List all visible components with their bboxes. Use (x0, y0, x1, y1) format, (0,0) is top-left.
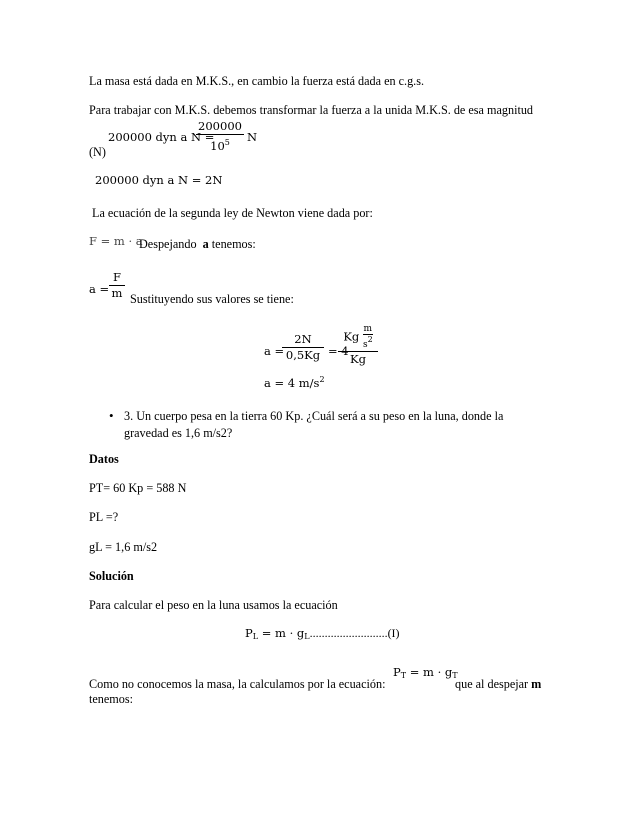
paragraph-como: Como no conocemos la masa, la calculamos por la ecuación: (89, 677, 386, 691)
eq4-denominator: m (111, 286, 123, 300)
eq7-p: P (245, 626, 253, 640)
eq8-g-sub: T (452, 671, 458, 680)
eq5-fraction (282, 333, 324, 362)
eq5-left: a = (264, 344, 285, 358)
eq5-units-numerator (338, 325, 378, 350)
eq5-units-ms (363, 325, 373, 350)
data-pt: PT= 60 Kp = 588 N (89, 481, 187, 495)
eq5-mid: = 4 (328, 344, 349, 358)
eq1-den-base: 10 (210, 139, 225, 153)
equation-newton: F = m · a (89, 234, 143, 248)
eq5-units-s (363, 334, 373, 350)
eq8-rhs: = m · g (406, 665, 453, 679)
despejando-variable: a (202, 237, 209, 251)
eq5-units-s-exp: 2 (367, 335, 373, 344)
eq6-exponent: 2 (319, 375, 325, 384)
eq5-units-m: m (363, 324, 373, 334)
data-gl: gL = 1,6 m/s2 (89, 540, 158, 554)
eq7-p-sub: L (252, 632, 259, 641)
data-pl: PL =? (89, 510, 119, 524)
paragraph-transform: Para trabajar con M.K.S. debemos transformar la fuerza a la unida M.K.S. de esa magnitud (89, 103, 534, 117)
equation-weight-earth (393, 666, 458, 682)
eq1-unit: N (247, 130, 258, 144)
eq7-dots: ..........................(I) (309, 626, 400, 640)
paragraph-despejando (139, 237, 256, 252)
list-bullet: • (109, 408, 114, 423)
que-variable: m (531, 677, 542, 691)
paragraph-sustituyendo: Sustituyendo sus valores se tiene: (130, 292, 294, 306)
eq5-numerator: 2N (294, 332, 312, 346)
eq5-denominator: 0,5Kg (285, 348, 321, 362)
eq4-left: a = (89, 282, 110, 296)
eq7-rhs: = m · g (258, 626, 305, 640)
despejando-tail: tenemos: (211, 237, 256, 251)
fraction-bar (196, 134, 244, 135)
eq8-p: P (393, 665, 401, 679)
heading-datos: Datos (89, 452, 119, 466)
equation-result-acceleration (264, 373, 325, 390)
que-text: que al despejar (455, 677, 529, 691)
eq1-den-exponent: 5 (224, 138, 230, 147)
eq5-units-denominator: Kg (350, 352, 366, 366)
eq7-g-sub: L (304, 632, 310, 641)
equation-dyn-result: 200000 dyn a N = 2N (95, 173, 223, 187)
eq4-numerator: F (113, 270, 121, 284)
heading-solucion: Solución (89, 569, 134, 583)
problem-3-line2: gravedad es 1,6 m/s2? (124, 426, 233, 440)
eq1-numerator: 200000 (198, 119, 242, 133)
equation-weight-moon (245, 627, 400, 643)
eq8-p-sub: T (400, 671, 407, 680)
eq1-denominator (196, 136, 244, 153)
paragraph-tenemos: tenemos: (89, 692, 134, 706)
eq5-units-s-base: s (362, 340, 368, 350)
eq5-fraction-units (338, 325, 378, 366)
eq6-text: a = 4 m/s (264, 376, 320, 390)
paragraph-calcular: Para calcular el peso en la luna usamos la ecuación (89, 598, 338, 612)
paragraph-que (455, 677, 541, 692)
eq5-units-kg: Kg (343, 329, 360, 344)
eq4-fraction (109, 271, 125, 300)
despejando-text: Despejando (139, 237, 197, 251)
eq1-left: 200000 dyn a N = (108, 130, 215, 144)
paragraph-newton-law: La ecuación de la segunda ley de Newton viene dada por: (92, 206, 373, 220)
paragraph-unit-n: (N) (89, 145, 106, 159)
paragraph-mass-units: La masa está dada en M.K.S., en cambio la fuerza está dada en c.g.s. (89, 74, 425, 88)
problem-3-line1: 3. Un cuerpo pesa en la tierra 60 Kp. ¿Cuál será a su peso en la luna, donde la (124, 409, 504, 423)
eq1-fraction (196, 120, 244, 153)
